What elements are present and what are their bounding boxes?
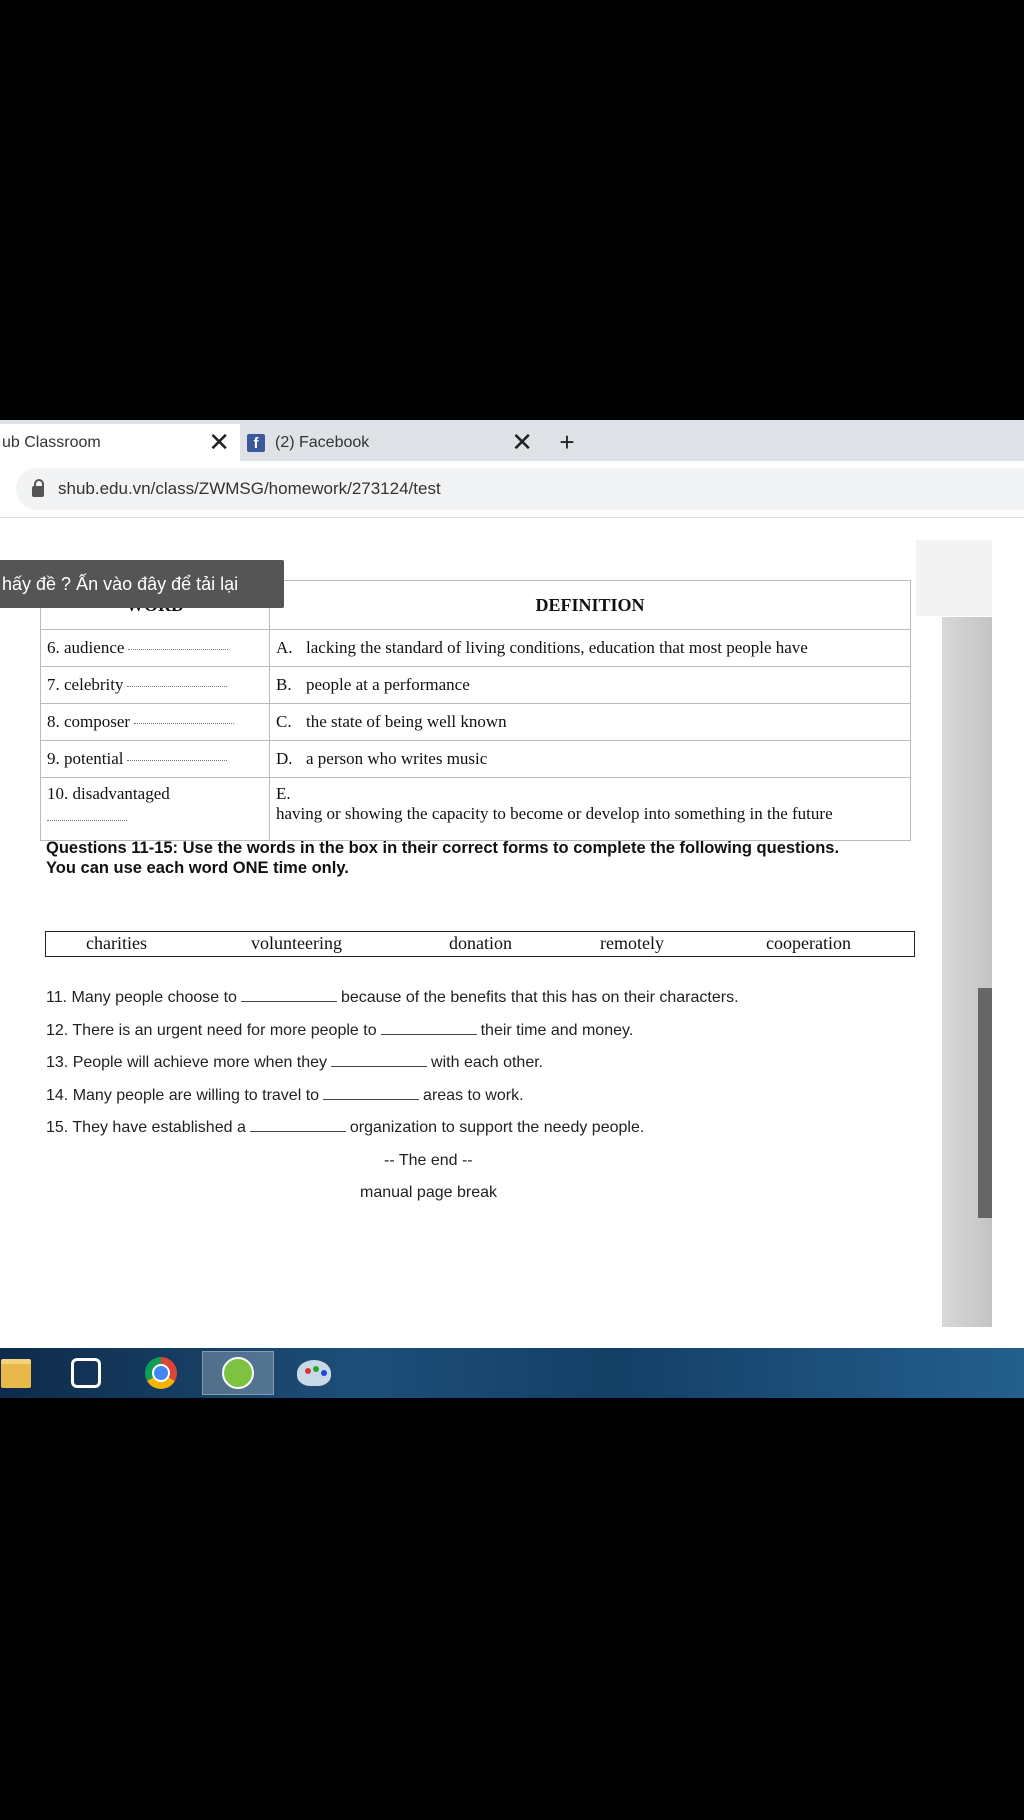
green-app-icon [222,1357,254,1389]
answer-blank [323,1098,419,1100]
word-box-item: volunteering [251,933,342,953]
url-text: shub.edu.vn/class/ZWMSG/homework/273124/test [58,479,441,498]
question-list [46,988,739,1151]
definition-text: people at a performance [306,675,470,694]
page-break-text: manual page break [360,1184,497,1201]
answer-blank [241,1000,337,1002]
address-bar[interactable] [16,468,1024,510]
tab-facebook[interactable] [243,424,543,461]
word-cell: 7. celebrity [47,675,124,694]
new-tab-button[interactable]: + [559,427,575,457]
table-row [41,778,911,841]
question-text: organization to support the needy people. [349,1119,645,1136]
question-text: their time and money. [480,1021,634,1039]
question-text: 13. People will achieve more when they [46,1054,328,1071]
definition-text: a person who writes music [306,749,488,768]
side-panel [916,540,992,616]
tab-classroom[interactable] [0,424,240,461]
taskbar-folder[interactable] [0,1351,52,1395]
answer-blank [250,1130,346,1132]
definition-text: the state of being well known [306,712,507,731]
word-box [45,931,915,957]
taskbar-green-app[interactable] [202,1351,274,1395]
table-row [41,630,911,667]
question-text: with each other. [431,1054,544,1071]
instructions: Questions 11-15: Use the words in the box in their correct forms to complete the following questions. You can use each word ONE time only. [46,839,840,877]
taskbar-shield[interactable] [50,1351,122,1395]
column-header-definition: DEFINITION [270,581,911,630]
word-cell: 8. composer [47,712,131,731]
the-end-text: -- The end -- [384,1152,473,1169]
answer-blank [331,1065,427,1067]
question-text: areas to work. [423,1086,524,1104]
question-item [46,1021,739,1054]
answer-blank [381,1033,477,1035]
taskbar-chrome[interactable] [125,1351,197,1395]
table-row [41,667,911,704]
question-item [46,988,739,1021]
paint-icon [297,1360,331,1386]
answer-blank [134,722,234,724]
definition-text: having or showing the capacity to become or develop into something in the future [276,804,833,823]
address-row [0,461,1024,518]
question-text: because of the benefits that this has on their characters. [340,989,739,1006]
definition-letter: D. [276,749,293,768]
shield-icon [71,1358,101,1388]
tab-label: ub Classroom [2,433,101,451]
close-icon[interactable]: ✕ [208,427,230,457]
question-text: 11. Many people choose to [46,989,237,1006]
question-text: 12. There is an urgent need for more people to [46,1021,377,1039]
definition-text: lacking the standard of living conditions, education that most people have [306,638,808,657]
browser-window [0,420,1024,1398]
definition-letter: A. [276,638,293,657]
table-row [41,741,911,778]
word-cell: 6. audience [47,638,125,657]
table-row [41,704,911,741]
lock-icon [32,486,44,497]
facebook-icon: f [247,434,265,452]
word-box-item: cooperation [766,933,851,953]
word-cell: 9. potential [47,749,124,768]
definition-letter: C. [276,712,292,731]
question-text: 14. Many people are willing to travel to [46,1086,320,1104]
tab-label: (2) Facebook [275,433,370,451]
question-item [46,1053,739,1086]
definition-letter: B. [276,675,292,694]
taskbar [0,1348,1024,1398]
definition-letter: E. [276,784,291,803]
answer-blank [128,648,228,650]
folder-icon [1,1359,31,1388]
taskbar-paint[interactable] [278,1351,350,1395]
answer-blank [127,759,227,761]
scrollbar-thumb[interactable] [978,988,992,1218]
close-icon[interactable]: ✕ [511,427,533,457]
word-cell: 10. disadvantaged [47,784,170,803]
question-item [46,1086,739,1119]
tab-bar [0,420,1024,461]
word-box-item: donation [449,933,512,953]
word-definition-table [40,580,911,841]
answer-blank [47,819,127,821]
scrollbar-track[interactable] [942,617,992,1327]
answer-blank [127,685,227,687]
word-box-item: charities [86,933,147,953]
question-item [46,1118,739,1151]
reload-toast[interactable]: hấy đề ? Ấn vào đây để tải lại [0,560,284,608]
question-text: 15. They have established a [46,1119,246,1136]
chrome-icon [145,1357,177,1389]
word-box-item: remotely [600,933,664,953]
